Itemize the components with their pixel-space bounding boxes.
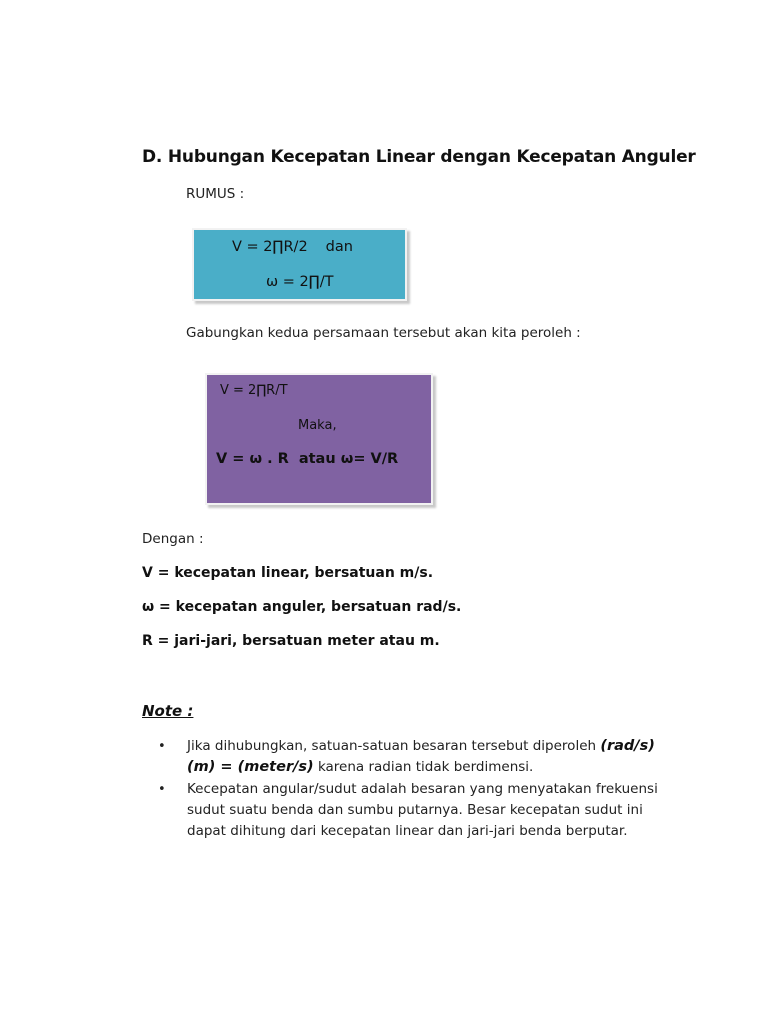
purple-line-2: Maka, xyxy=(298,418,337,433)
list-item xyxy=(142,779,662,842)
purple-line-3 xyxy=(216,451,398,467)
formula-line-2: ω = 2∏/T xyxy=(266,274,334,290)
formula-box-purple xyxy=(205,373,433,505)
list-item xyxy=(142,736,662,778)
formula-box-blue xyxy=(192,228,407,301)
note-1-text: Jika dihubungkan, satuan-satuan besaran tersebut diperoleh xyxy=(187,738,601,754)
formula-conjunction: dan xyxy=(325,239,353,255)
section-heading: D. Hubungan Kecepatan Linear dengan Kecepatan Anguler xyxy=(142,147,696,167)
combine-text: Gabungkan kedua persamaan tersebut akan kita peroleh : xyxy=(186,325,581,341)
definition-v: V = kecepatan linear, bersatuan m/s. xyxy=(142,565,434,581)
definition-omega: ω = kecepatan anguler, bersatuan rad/s. xyxy=(142,599,462,615)
bullet-icon: • xyxy=(158,782,166,797)
note-2-text: Kecepatan angular/sudut adalah besaran yang menyatakan frekuensi sudut suatu benda dan sumbu putarnya. Besar kecepatan sudut ini dapat dihitung dari kecepatan linear dan jari-jari benda berputar. xyxy=(187,781,658,839)
rumus-label: RUMUS : xyxy=(186,186,245,202)
definition-r: R = jari-jari, bersatuan meter atau m. xyxy=(142,633,440,649)
formula-v: V = 2∏R/2 xyxy=(232,239,308,255)
result-alt-formula: atau ω= V/R xyxy=(298,451,399,467)
dengan-label: Dengan : xyxy=(142,531,204,547)
notes-list xyxy=(142,736,662,843)
purple-line-1: V = 2∏R/T xyxy=(220,383,288,398)
bullet-icon: • xyxy=(158,739,166,754)
note-title: Note : xyxy=(142,702,194,720)
note-1-units: (rad/s)(m) = (meter/s) xyxy=(187,738,655,775)
formula-line-1 xyxy=(232,239,353,255)
result-formula: V = ω . R xyxy=(216,451,289,467)
note-1-tail: karena radian tidak berdimensi. xyxy=(313,759,534,775)
